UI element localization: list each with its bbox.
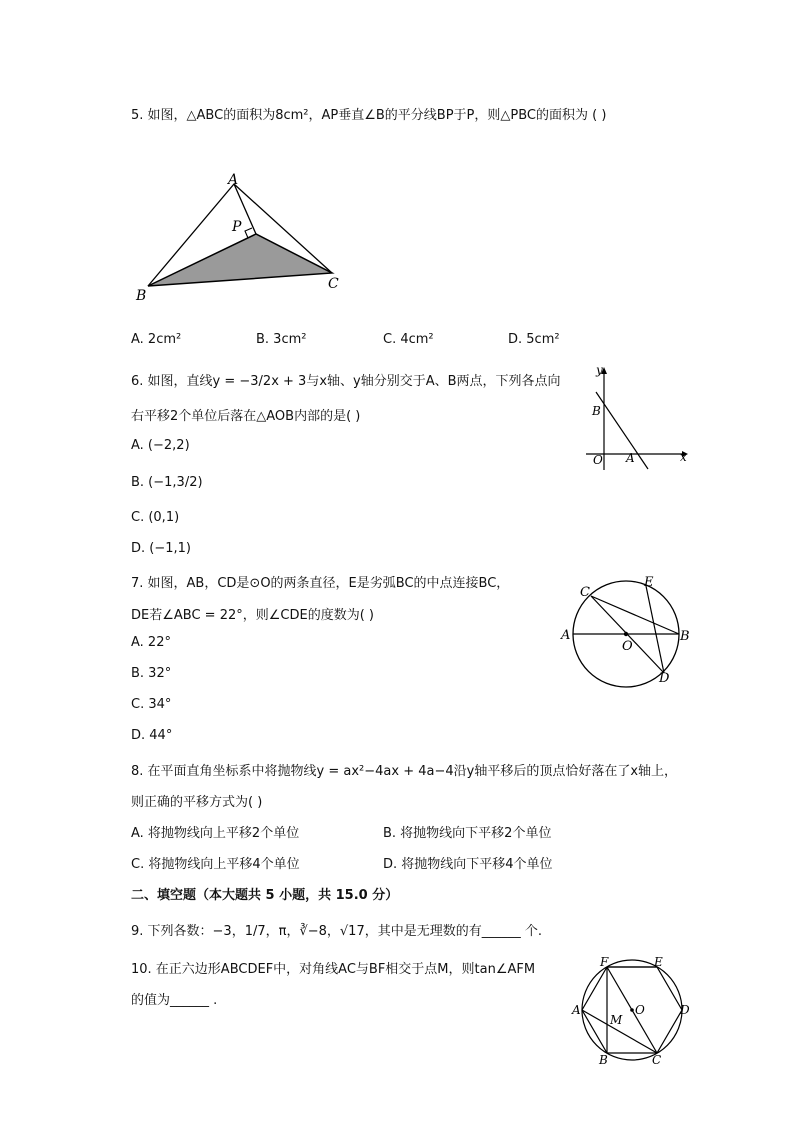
label-x: x — [680, 450, 687, 464]
q7-circle-figure — [556, 572, 696, 692]
label-o: O — [593, 453, 603, 467]
section-heading-fill-in: 二、填空题（本大题共 5 小题，共 15.0 分） — [131, 888, 399, 903]
label-p: P — [232, 219, 242, 235]
q6-stem-line2: 右平移2个单位后落在△AOB内部的是( ) — [131, 409, 361, 424]
q5-option-c: C. 4cm² — [383, 332, 434, 347]
q8-stem-line2: 则正确的平移方式为( ) — [131, 795, 263, 810]
q8-option-c: C. 将抛物线向上平移4个单位 — [131, 857, 300, 872]
q5-triangle-figure — [130, 168, 350, 308]
label-d: D — [680, 1003, 690, 1017]
q6-option-a: A. (−2,2) — [131, 438, 190, 453]
q6-option-c: C. (0,1) — [131, 510, 180, 525]
center-dot — [630, 1008, 634, 1012]
q8-option-a: A. 将抛物线向上平移2个单位 — [131, 826, 300, 841]
label-a: A — [572, 1003, 581, 1017]
label-a: A — [626, 451, 635, 465]
q10-stem-line1: 10. 在正六边形ABCDEF中，对角线AC与BF相交于点M，则tan∠AFM — [131, 962, 536, 977]
q8-option-b: B. 将抛物线向下平移2个单位 — [383, 826, 552, 841]
label-b: B — [680, 629, 690, 644]
label-e: E — [644, 575, 654, 590]
q5-option-b: B. 3cm² — [256, 332, 307, 347]
q6-stem-line1: 6. 如图，直线y = −3/2x + 3与x轴、y轴分别交于A、B两点，下列各点向 — [131, 374, 561, 389]
q7-option-b: B. 32° — [131, 666, 172, 681]
label-c: C — [652, 1053, 662, 1067]
label-b: B — [136, 288, 147, 304]
label-e: E — [654, 955, 663, 969]
label-a: A — [561, 628, 571, 643]
label-c: C — [580, 585, 590, 600]
q6-coordinate-figure — [582, 362, 692, 472]
label-y: y — [596, 363, 603, 377]
label-m: M — [610, 1013, 623, 1027]
q8-stem-line1: 8. 在平面直角坐标系中将抛物线y = ax²−4ax + 4a−4沿y轴平移后的顶点恰好落在了x轴上， — [131, 764, 678, 779]
q10-stem-line2: 的值为______ . — [131, 993, 218, 1008]
q8-option-d: D. 将抛物线向下平移4个单位 — [383, 857, 553, 872]
q6-option-d: D. (−1,1) — [131, 541, 191, 556]
chord-bc — [591, 596, 679, 634]
q5-option-a: A. 2cm² — [131, 332, 182, 347]
label-c: C — [328, 276, 339, 292]
label-a: A — [228, 172, 239, 188]
q7-stem-line1: 7. 如图，AB，CD是⊙O的两条直径，E是劣弧BC的中点连接BC， — [131, 576, 510, 591]
q10-hexagon-figure — [568, 952, 698, 1067]
q5-option-d: D. 5cm² — [508, 332, 560, 347]
label-f: F — [600, 955, 609, 969]
center-dot — [624, 632, 628, 636]
q5-stem: 5. 如图，△ABC的面积为8cm²，AP垂直∠B的平分线BP于P，则△PBC的面积为 ( ) — [131, 108, 607, 123]
q7-stem-line2: DE若∠ABC = 22°，则∠CDE的度数为( ) — [131, 608, 374, 623]
q9-stem: 9. 下列各数：−3，1/7，π，∛−8，√17，其中是无理数的有______ 个. — [131, 924, 542, 939]
label-b: B — [599, 1053, 608, 1067]
label-o: O — [622, 639, 633, 654]
label-d: D — [659, 671, 670, 686]
q7-option-d: D. 44° — [131, 728, 173, 743]
q7-option-c: C. 34° — [131, 697, 172, 712]
q7-option-a: A. 22° — [131, 635, 171, 650]
q6-option-b: B. (−1,3/2) — [131, 475, 203, 490]
label-o: O — [635, 1003, 645, 1017]
chord-de — [646, 586, 664, 673]
shaded-triangle-pbc — [148, 234, 332, 286]
label-b: B — [592, 404, 601, 418]
